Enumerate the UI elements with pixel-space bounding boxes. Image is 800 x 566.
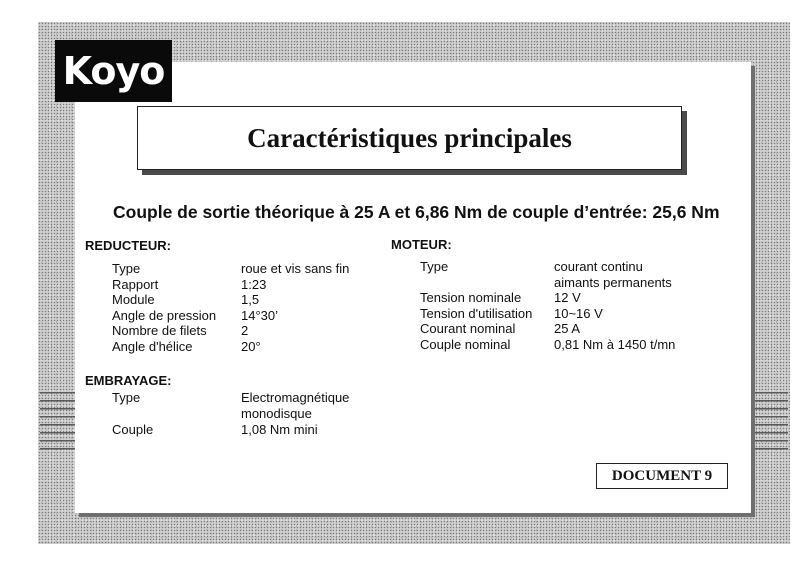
document-label-text: DOCUMENT 9 xyxy=(611,467,713,484)
spec-label: Type xyxy=(112,390,141,405)
spec-label: Module xyxy=(112,292,155,308)
spec-label: Type xyxy=(420,259,449,274)
spec-row xyxy=(112,323,349,339)
spec-label: Angle d'hélice xyxy=(112,338,193,354)
subtitle: Couple de sortie théorique à 25 A et 6,86 Nm de couple d’entrée: 25,6 Nm xyxy=(113,202,720,222)
embrayage-specs xyxy=(112,390,349,438)
spec-label: Couple nominal xyxy=(420,336,511,352)
reducteur-specs xyxy=(112,261,349,355)
spec-value: 25 A xyxy=(554,321,581,337)
spec-value: 12 V xyxy=(554,290,581,306)
koyo-logo: Koyo xyxy=(55,40,172,102)
spec-value: 1,5 xyxy=(241,292,260,308)
spec-value: 0,81 Nm à 1450 t/mn xyxy=(554,336,676,352)
spec-row xyxy=(420,321,675,337)
title-text: Caractéristiques principales xyxy=(247,122,572,153)
spec-value: 10~16 V xyxy=(554,305,603,321)
spec-value-line: Electromagnétique xyxy=(241,390,350,405)
spec-row xyxy=(420,337,675,353)
spec-row xyxy=(420,259,675,290)
spec-label: Courant nominal xyxy=(420,321,516,337)
spec-row xyxy=(112,277,349,293)
spec-value xyxy=(554,259,672,290)
spec-row xyxy=(420,290,675,306)
spec-label: Couple xyxy=(112,422,154,438)
spec-value: roue et vis sans fin xyxy=(241,261,350,276)
embrayage-heading: EMBRAYAGE: xyxy=(85,373,172,388)
spec-value xyxy=(241,390,349,421)
moteur-specs xyxy=(420,259,675,353)
page-title xyxy=(137,106,682,170)
spec-label: Angle de pression xyxy=(112,307,217,323)
spec-value: 20° xyxy=(241,338,261,354)
spec-label: Nombre de filets xyxy=(112,323,207,339)
spec-value: 1:23 xyxy=(241,276,267,292)
moteur-heading: MOTEUR: xyxy=(391,237,452,252)
spec-label: Tension d'utilisation xyxy=(420,305,533,321)
spec-row xyxy=(112,339,349,355)
spec-label: Tension nominale xyxy=(420,290,522,306)
spec-label: Type xyxy=(112,261,141,276)
spec-value-line: monodisque xyxy=(241,405,312,421)
spec-row xyxy=(112,261,349,277)
spec-value: 1,08 Nm mini xyxy=(241,422,318,438)
reducteur-heading: REDUCTEUR: xyxy=(85,238,171,253)
left-stripes xyxy=(40,392,76,456)
spec-row xyxy=(112,422,349,438)
spec-row xyxy=(420,306,675,322)
spec-row xyxy=(112,390,349,421)
spec-label: Rapport xyxy=(112,276,159,292)
spec-row xyxy=(112,292,349,308)
spec-value-line: aimants permanents xyxy=(554,274,672,290)
right-stripes xyxy=(752,392,788,456)
spec-value: 14°30’ xyxy=(241,307,279,323)
spec-row xyxy=(112,308,349,324)
document-label xyxy=(596,463,728,489)
spec-value-line: courant continu xyxy=(554,259,643,274)
spec-value: 2 xyxy=(241,323,249,339)
